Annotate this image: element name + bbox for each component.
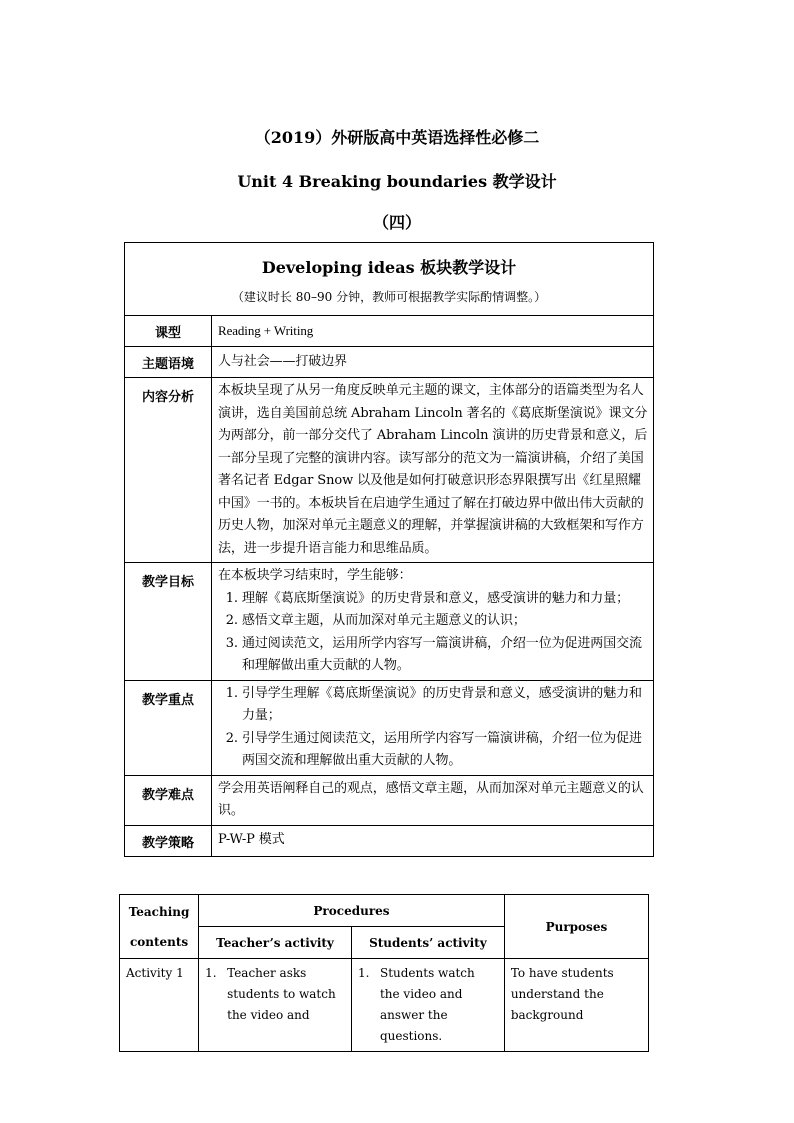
procedures-table [119, 894, 649, 1052]
type-label: 课型 [125, 316, 212, 347]
objectives-intro: 在本板块学习结束时，学生能够： [218, 568, 412, 583]
purpose-cell: To have students understand the background [504, 959, 648, 1052]
doc-title-line-3: （四） [372, 213, 421, 232]
lesson-header-cell [125, 243, 654, 316]
objectives-list [218, 588, 649, 678]
teaching-contents-header [120, 895, 199, 959]
keypoints-label: 教学重点 [125, 680, 212, 775]
objectives-cell [212, 563, 654, 681]
theme-label: 主题语境 [125, 347, 212, 378]
doc-title-line-2: Unit 4 Breaking boundaries 教学设计 [237, 172, 557, 191]
analysis-label: 内容分析 [125, 378, 212, 563]
teacher-step-number: 1. [205, 966, 217, 980]
table-row [120, 959, 649, 1052]
strategy-value: P-W-P 模式 [212, 825, 654, 856]
contents-header-line: contents [129, 934, 189, 949]
teacher-activity-cell [199, 959, 352, 1052]
teacher-activity-header: Teacher’s activity [199, 927, 352, 959]
keypoints-cell [212, 680, 654, 775]
keypoint-item: 2. 引导学生通过阅读范文，运用所学内容写一篇演讲稿，介绍一位为促进两国交流和理解做出重大贡献的人物。 [242, 728, 649, 773]
students-step-number: 1. [357, 966, 370, 980]
activity-content-cell: Activity 1 [120, 959, 199, 1052]
difficulties-label: 教学难点 [125, 775, 212, 825]
doc-title-line-1: （2019）外研版高中英语选择性必修二 [254, 128, 540, 147]
keypoints-list [218, 683, 649, 773]
keypoint-item: 1. 引导学生理解《葛底斯堡演说》的历史背景和意义，感受演讲的魅力和力量； [242, 683, 649, 728]
students-step-text: Students watch the video and answer the questions. [379, 966, 475, 1043]
difficulties-value: 学会用英语阐释自己的观点，感悟文章主题，从而加深对单元主题意义的认识。 [212, 775, 654, 825]
objective-item: 2. 感悟文章主题，从而加深对单元主题意义的认识； [242, 610, 649, 633]
procedures-header: Procedures [199, 895, 505, 927]
teaching-header-line: Teaching [128, 904, 190, 919]
lesson-title: Developing ideas 板块教学设计 [261, 258, 517, 277]
objective-item: 1. 理解《葛底斯堡演说》的历史背景和意义，感受演讲的魅力和力量； [242, 588, 649, 611]
purposes-header: Purposes [504, 895, 648, 959]
lesson-duration-note: （建议时长 80–90 分钟，教师可根据教学实际酌情调整。） [231, 290, 547, 304]
students-activity-header: Students’ activity [351, 927, 504, 959]
objectives-label: 教学目标 [125, 563, 212, 681]
type-value: Reading + Writing [212, 316, 654, 347]
theme-value: 人与社会——打破边界 [212, 347, 654, 378]
analysis-value: 本板块呈现了从另一角度反映单元主题的课文，主体部分的语篇类型为名人演讲，选自美国前总统 Abraham Lincoln 著名的《葛底斯堡演说》课文分为两部分，前一部分交代了 Abraham Lincoln 演讲的历史背景和意义，后一部分呈现了完整的演讲内容。读写部分的范文为一篇演讲稿，介绍了美国著名记者 Edgar Snow 以及他是如何打破意识形态界限撰写出《红星照耀中国》一书的。本板块旨在启迪学生通过了解在打破边界中做出伟大贡献的历史人物，加深对单元主题意义的理解，并掌握演讲稿的大致框架和写作方法，进一步提升语言能力和思维品质。 [212, 378, 654, 563]
students-activity-cell [351, 959, 504, 1052]
objective-item: 3. 通过阅读范文，运用所学内容写一篇演讲稿，介绍一位为促进两国交流和理解做出重大贡献的人物。 [242, 633, 649, 678]
strategy-label: 教学策略 [125, 825, 212, 856]
lesson-plan-table [124, 242, 654, 857]
teacher-step-text: Teacher asks students to watch the video and [227, 966, 336, 1022]
